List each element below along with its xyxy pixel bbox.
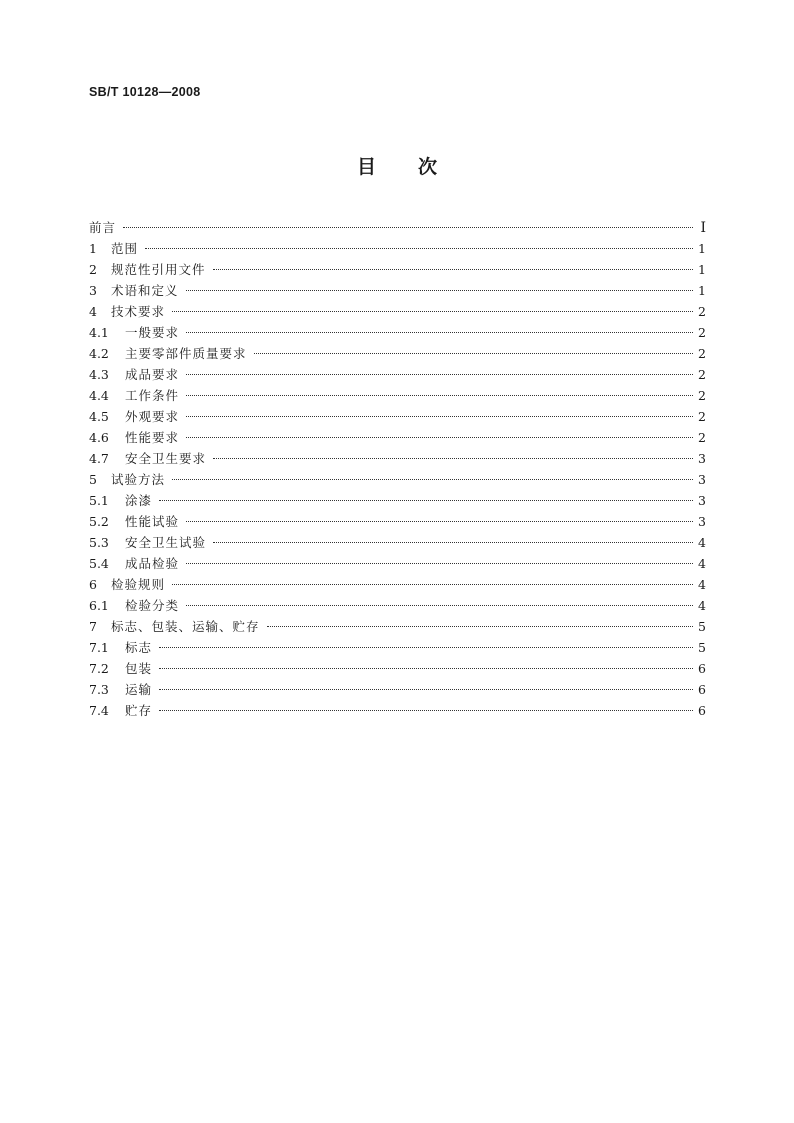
toc-entry[interactable] (89, 637, 706, 658)
toc-entry[interactable] (89, 301, 706, 322)
toc-entry-number: 5.1 (89, 493, 109, 508)
toc-entry-page-number: 1 (698, 262, 706, 277)
toc-entry-number: 7 (89, 619, 97, 634)
toc-entry[interactable] (89, 511, 706, 532)
toc-leader-dots (186, 563, 693, 564)
toc-entry-number: 5.4 (89, 556, 109, 571)
toc-entry-title: 范围 (111, 241, 139, 256)
toc-entry-title: 运输 (125, 682, 153, 697)
toc-entry-number: 6 (89, 577, 97, 592)
toc-entry-number: 4.3 (89, 367, 109, 382)
toc-entry-page-number: Ⅰ (700, 220, 706, 236)
toc-entry-title: 工作条件 (125, 388, 180, 403)
toc-entry-page-number: 2 (698, 367, 706, 382)
toc-entry[interactable] (89, 490, 706, 511)
toc-leader-dots (159, 668, 693, 669)
toc-entry[interactable] (89, 280, 706, 301)
toc-entry-page-number: 3 (698, 472, 706, 487)
toc-entry-number: 4.6 (89, 430, 109, 445)
toc-leader-dots (186, 521, 693, 522)
toc-entry-page-number: 4 (698, 556, 706, 571)
toc-entry[interactable] (89, 406, 706, 427)
toc-entry-page-number: 2 (698, 304, 706, 319)
toc-entry[interactable] (89, 595, 706, 616)
toc-entry-page-number: 1 (698, 283, 706, 298)
toc-entry-title: 术语和定义 (111, 283, 179, 298)
toc-entry-number: 3 (89, 283, 97, 298)
toc-entry-title: 标志 (125, 640, 153, 655)
toc-leader-dots (186, 437, 693, 438)
toc-entry-number: 2 (89, 262, 97, 277)
toc-entry-page-number: 2 (698, 430, 706, 445)
toc-entry-title: 安全卫生要求 (125, 451, 207, 466)
toc-entry-number: 4.1 (89, 325, 109, 340)
toc-entry-page-number: 6 (698, 703, 706, 718)
toc-entry-title: 技术要求 (111, 304, 166, 319)
toc-entry-title: 标志、包装、运输、贮存 (111, 619, 260, 634)
toc-entry-page-number: 2 (698, 346, 706, 361)
toc-entry[interactable] (89, 679, 706, 700)
toc-entry-number: 4 (89, 304, 97, 319)
toc-leader-dots (186, 332, 693, 333)
toc-entry-number: 4.7 (89, 451, 109, 466)
toc-entry-page-number: 3 (698, 514, 706, 529)
toc-entry-title: 检验分类 (125, 598, 180, 613)
toc-entry-number: 7.2 (89, 661, 109, 676)
toc-leader-dots (159, 500, 693, 501)
toc-leader-dots (186, 605, 693, 606)
toc-entry-title: 试验方法 (111, 472, 166, 487)
toc-entry-title: 检验规则 (111, 577, 166, 592)
toc-entry-title: 贮存 (125, 703, 153, 718)
toc-entry-number: 4.2 (89, 346, 109, 361)
toc-leader-dots (159, 710, 693, 711)
toc-entry-title: 性能要求 (125, 430, 180, 445)
toc-entry-number: 7.4 (89, 703, 109, 718)
toc-entry[interactable] (89, 469, 706, 490)
standard-code: SB/T 10128—2008 (89, 85, 201, 99)
toc-entry-number: 7.1 (89, 640, 109, 655)
toc-entry-number: 4.5 (89, 409, 109, 424)
toc-leader-dots (254, 353, 693, 354)
toc-entry-title: 成品检验 (125, 556, 180, 571)
toc-leader-dots (186, 374, 693, 375)
toc-leader-dots (123, 227, 693, 228)
table-of-contents (89, 217, 706, 721)
toc-entry-number: 1 (89, 241, 97, 256)
toc-entry-number: 4.4 (89, 388, 109, 403)
toc-entry[interactable] (89, 343, 706, 364)
toc-entry-title: 包装 (125, 661, 153, 676)
toc-entry-number: 5 (89, 472, 97, 487)
toc-leader-dots (186, 290, 693, 291)
toc-entry-title: 安全卫生试验 (125, 535, 207, 550)
toc-entry[interactable] (89, 574, 706, 595)
toc-entry[interactable] (89, 532, 706, 553)
toc-leader-dots (213, 542, 693, 543)
toc-entry-page-number: 1 (698, 241, 706, 256)
toc-entry-title: 规范性引用文件 (111, 262, 206, 277)
toc-entry-page-number: 3 (698, 493, 706, 508)
toc-entry[interactable] (89, 385, 706, 406)
toc-entry-title: 主要零部件质量要求 (125, 346, 247, 361)
toc-leader-dots (159, 647, 693, 648)
toc-leader-dots (145, 248, 693, 249)
toc-leader-dots (267, 626, 693, 627)
toc-leader-dots (186, 395, 693, 396)
toc-entry-page-number: 5 (698, 640, 706, 655)
toc-entry-title: 外观要求 (125, 409, 180, 424)
toc-entry-page-number: 6 (698, 682, 706, 697)
toc-entry[interactable] (89, 259, 706, 280)
toc-entry-page-number: 4 (698, 598, 706, 613)
toc-entry[interactable] (89, 658, 706, 679)
toc-entry-number: 5.2 (89, 514, 109, 529)
title-right-char: 次 (418, 156, 438, 178)
toc-entry-title: 成品要求 (125, 367, 180, 382)
toc-leader-dots (213, 269, 693, 270)
page-title (0, 152, 794, 179)
toc-leader-dots (159, 689, 693, 690)
toc-leader-dots (213, 458, 693, 459)
toc-entry-page-number: 2 (698, 388, 706, 403)
toc-leader-dots (172, 584, 693, 585)
toc-entry-page-number: 3 (698, 451, 706, 466)
toc-entry-page-number: 4 (698, 535, 706, 550)
toc-entry-page-number: 2 (698, 409, 706, 424)
toc-entry[interactable] (89, 322, 706, 343)
toc-entry-title: 一般要求 (125, 325, 180, 340)
toc-entry[interactable] (89, 553, 706, 574)
toc-leader-dots (172, 311, 693, 312)
toc-entry[interactable] (89, 364, 706, 385)
toc-entry-number: 6.1 (89, 598, 109, 613)
toc-entry-title: 性能试验 (125, 514, 180, 529)
toc-entry[interactable] (89, 217, 706, 238)
toc-entry[interactable] (89, 700, 706, 721)
toc-entry-page-number: 4 (698, 577, 706, 592)
toc-entry-title: 前言 (89, 220, 117, 235)
toc-leader-dots (186, 416, 693, 417)
toc-entry[interactable] (89, 427, 706, 448)
toc-entry-page-number: 2 (698, 325, 706, 340)
toc-entry[interactable] (89, 238, 706, 259)
toc-entry-title: 涂漆 (125, 493, 153, 508)
toc-entry-number: 5.3 (89, 535, 109, 550)
toc-entry-page-number: 5 (698, 619, 706, 634)
title-left-char: 目 (356, 156, 376, 178)
toc-entry[interactable] (89, 616, 706, 637)
toc-leader-dots (172, 479, 693, 480)
toc-entry-number: 7.3 (89, 682, 109, 697)
toc-entry[interactable] (89, 448, 706, 469)
toc-entry-page-number: 6 (698, 661, 706, 676)
